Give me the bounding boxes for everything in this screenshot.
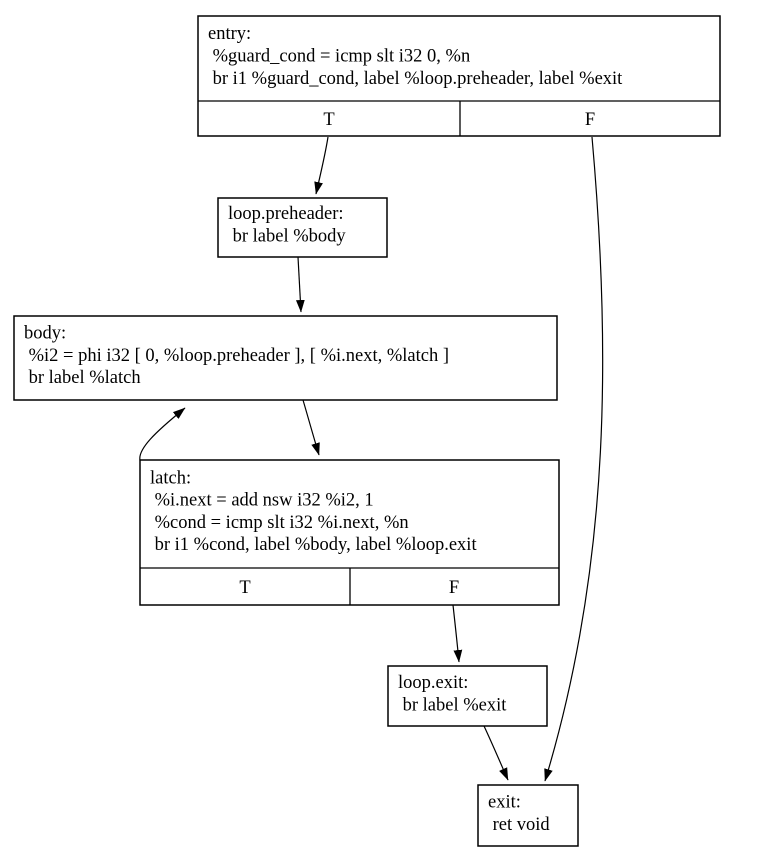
body-instruction-line: %i2 = phi i32 [ 0, %loop.preheader ], [ %i.next, %latch ] <box>24 346 450 366</box>
loop-preheader-label-line: loop.preheader: <box>228 204 344 224</box>
latch-label-line: latch: <box>150 468 192 489</box>
edge-entry-F-to-exit <box>545 137 603 781</box>
entry-port-false-label: F <box>584 110 596 130</box>
node-body <box>14 316 557 400</box>
node-loop-exit <box>388 666 547 726</box>
edge-latch-F-to-loop-exit <box>453 605 459 662</box>
body-label-line: body: <box>24 323 67 344</box>
exit-instruction-line: ret void <box>488 815 550 835</box>
entry-port-true-label: T <box>323 110 335 130</box>
body-instruction-line: br label %latch <box>24 368 141 388</box>
latch-instruction-line: %cond = icmp slt i32 %i.next, %n <box>150 513 409 533</box>
exit-label-line: exit: <box>488 792 521 813</box>
edge-entry-T-to-loop-preheader <box>316 137 328 194</box>
latch-instruction-line: %i.next = add nsw i32 %i2, 1 <box>150 490 374 511</box>
latch-instruction-line: br i1 %cond, label %body, label %loop.exit <box>150 535 477 555</box>
loop-exit-instruction-line: br label %exit <box>398 695 507 716</box>
node-exit <box>478 785 578 846</box>
latch-port-true-label: T <box>239 578 251 598</box>
entry-label-line: entry: <box>208 24 252 44</box>
edge-body-to-latch <box>303 400 319 455</box>
node-entry <box>198 16 720 136</box>
loop-exit-label-line: loop.exit: <box>398 673 469 693</box>
entry-instruction-line: %guard_cond = icmp slt i32 0, %n <box>208 46 471 67</box>
entry-instruction-line: br i1 %guard_cond, label %loop.preheader, label %exit <box>208 69 623 89</box>
edge-loop-preheader-to-body <box>298 257 301 312</box>
latch-port-false-label: F <box>448 578 460 598</box>
loop-preheader-instruction-line: br label %body <box>228 226 346 247</box>
edge-loop-exit-to-exit <box>484 726 508 780</box>
node-loop-preheader <box>218 198 387 257</box>
node-latch <box>140 460 559 605</box>
